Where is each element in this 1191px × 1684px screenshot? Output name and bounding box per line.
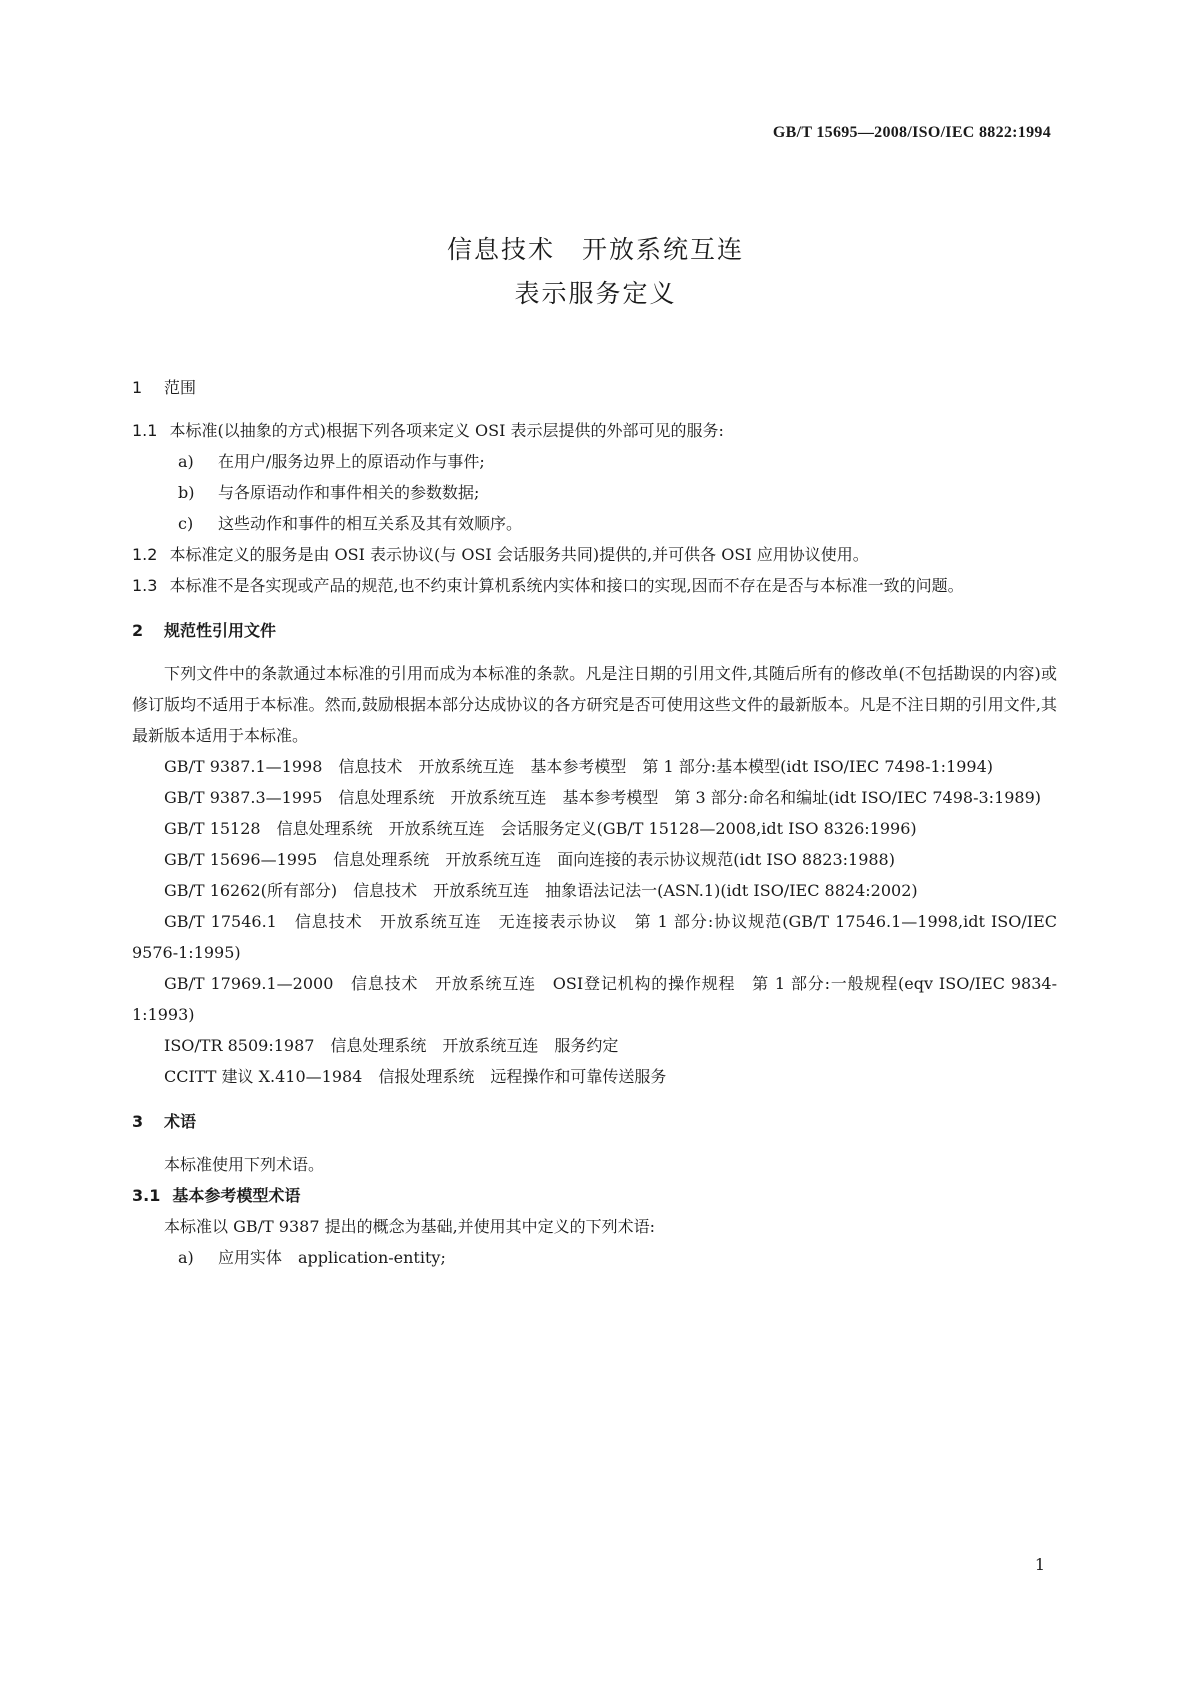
clause-1-2 bbox=[132, 539, 1057, 570]
list-label: a) bbox=[178, 1248, 194, 1267]
reference-item: GB/T 17546.1 信息技术 开放系统互连 无连接表示协议 第 1 部分:协议规范(GB/T 17546.1—1998,idt ISO/IEC 9576-1:1995) bbox=[132, 912, 1057, 962]
list-item bbox=[132, 508, 1057, 539]
list-text: 这些动作和事件的相互关系及其有效顺序。 bbox=[218, 514, 523, 533]
page-number: 1 bbox=[1034, 1555, 1045, 1574]
section-number: 2 bbox=[132, 621, 144, 640]
document-body bbox=[132, 372, 1057, 1273]
section-number: 1 bbox=[132, 378, 143, 397]
reference-item: ISO/TR 8509:1987 信息处理系统 开放系统互连 服务约定 bbox=[164, 1036, 619, 1055]
list-item bbox=[132, 1242, 1057, 1273]
clause-title: 基本参考模型术语 bbox=[172, 1186, 301, 1205]
standard-number-header: GB/T 15695—2008/ISO/IEC 8822:1994 bbox=[772, 124, 1051, 141]
clause-text: 本标准不是各实现或产品的规范,也不约束计算机系统内实体和接口的实现,因而不存在是否与本标准一致的问题。 bbox=[169, 576, 964, 595]
clause-3-1-text: 本标准以 GB/T 9387 提出的概念为基础,并使用其中定义的下列术语: bbox=[164, 1217, 656, 1236]
title-line-2: 表示服务定义 bbox=[514, 279, 677, 308]
section-3-heading bbox=[132, 1106, 1057, 1137]
section-1-heading bbox=[132, 372, 1057, 403]
section-2-intro: 下列文件中的条款通过本标准的引用而成为本标准的条款。凡是注日期的引用文件,其随后所有的修改单(不包括勘误的内容)或修订版均不适用于本标准。然而,鼓励根据本部分达成协议的各方研究是否可使用这些文件的最新版本。凡是不注日期的引用文件,其最新版本适用于本标准。 bbox=[132, 664, 1057, 745]
list-label: b) bbox=[178, 483, 195, 502]
section-2-heading bbox=[132, 615, 1057, 646]
reference-item: GB/T 15128 信息处理系统 开放系统互连 会话服务定义(GB/T 15128—2008,idt ISO 8326:1996) bbox=[164, 819, 917, 838]
list-text: 与各原语动作和事件相关的参数数据; bbox=[218, 483, 480, 502]
section-title: 范围 bbox=[164, 378, 197, 397]
list-text: 应用实体 application-entity; bbox=[218, 1248, 446, 1267]
clause-1-1 bbox=[132, 415, 1057, 446]
clause-number: 3.1 bbox=[132, 1186, 161, 1205]
clause-number: 1.2 bbox=[132, 545, 158, 564]
reference-item: GB/T 9387.1—1998 信息技术 开放系统互连 基本参考模型 第 1 部分:基本模型(idt ISO/IEC 7498-1:1994) bbox=[164, 757, 994, 776]
clause-number: 1.1 bbox=[132, 421, 158, 440]
list-label: a) bbox=[178, 452, 194, 471]
list-label: c) bbox=[178, 514, 194, 533]
title-line-1: 信息技术 开放系统互连 bbox=[446, 235, 744, 264]
section-title: 术语 bbox=[164, 1112, 197, 1131]
reference-item: CCITT 建议 X.410—1984 信报处理系统 远程操作和可靠传送服务 bbox=[164, 1067, 667, 1086]
document-title bbox=[0, 228, 1191, 316]
section-number: 3 bbox=[132, 1112, 144, 1131]
clause-text: 本标准定义的服务是由 OSI 表示协议(与 OSI 会话服务共同)提供的,并可供各 OSI 应用协议使用。 bbox=[169, 545, 869, 564]
reference-item: GB/T 9387.3—1995 信息处理系统 开放系统互连 基本参考模型 第 3 部分:命名和编址(idt ISO/IEC 7498-3:1989) bbox=[164, 788, 1042, 807]
clause-1-3 bbox=[132, 570, 1057, 601]
list-text: 在用户/服务边界上的原语动作与事件; bbox=[218, 452, 485, 471]
list-item bbox=[132, 446, 1057, 477]
reference-item: GB/T 16262(所有部分) 信息技术 开放系统互连 抽象语法记法一(ASN.1)(idt ISO/IEC 8824:2002) bbox=[164, 881, 918, 900]
clause-text: 本标准(以抽象的方式)根据下列各项来定义 OSI 表示层提供的外部可见的服务: bbox=[169, 421, 724, 440]
clause-3-1-heading bbox=[132, 1180, 1057, 1211]
clause-number: 1.3 bbox=[132, 576, 158, 595]
reference-item: GB/T 15696—1995 信息处理系统 开放系统互连 面向连接的表示协议规范(idt ISO 8823:1988) bbox=[164, 850, 895, 869]
list-item bbox=[132, 477, 1057, 508]
section-3-intro: 本标准使用下列术语。 bbox=[164, 1155, 325, 1174]
reference-item: GB/T 17969.1—2000 信息技术 开放系统互连 OSI登记机构的操作规程 第 1 部分:一般规程(eqv ISO/IEC 9834-1:1993) bbox=[132, 974, 1057, 1024]
section-title: 规范性引用文件 bbox=[164, 621, 277, 640]
